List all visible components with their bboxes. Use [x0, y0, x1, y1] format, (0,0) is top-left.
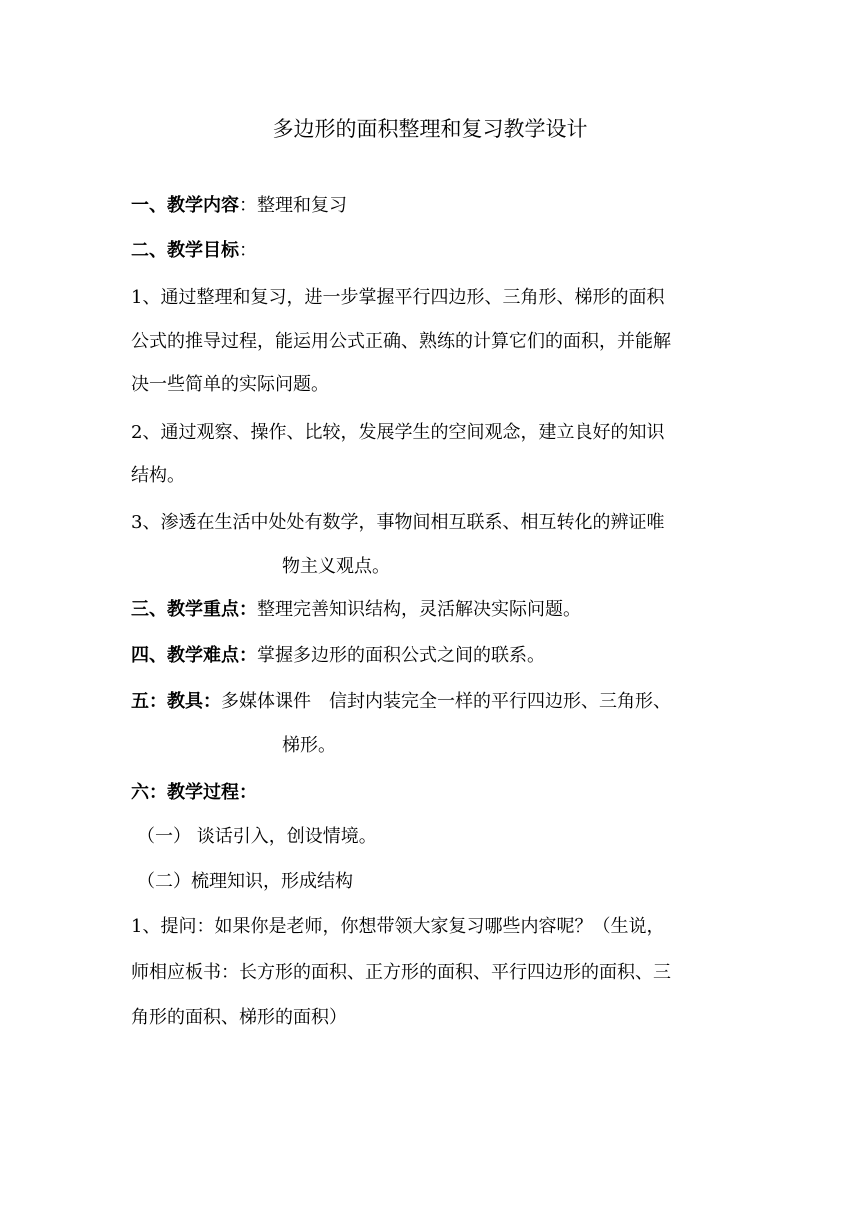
- section-label: 六：教学过程：: [131, 782, 257, 803]
- section-label: 一、教学内容: [131, 195, 239, 216]
- goal-1-line-3: 决一些简单的实际问题。: [131, 374, 329, 395]
- question-1-line-2: 师相应板书：长方形的面积、正方形的面积、平行四边形的面积、三: [131, 962, 671, 983]
- section-teaching-tools: [131, 688, 731, 716]
- section-text: 多媒体课件 信封内装完全一样的平行四边形、三角形、: [221, 691, 671, 712]
- goal-2-line-2: 结构。: [131, 465, 185, 486]
- section-teaching-goals: [131, 237, 731, 265]
- section-teaching-process: [131, 779, 731, 807]
- goal-3-line-1: 3、渗透在生活中处处有数学，事物间相互联系、相互转化的辨证唯: [131, 512, 665, 533]
- section-label: 三、教学重点：: [131, 599, 257, 620]
- section-label: 四、教学难点：: [131, 645, 257, 666]
- process-step-2: （二）梳理知识，形成结构: [137, 871, 353, 892]
- question-1-line-1: 1、提问：如果你是老师，你想带领大家复习哪些内容呢？（生说，: [131, 916, 665, 937]
- question-1-line-3: 角形的面积、梯形的面积）: [131, 1007, 347, 1028]
- section-difficulties: [131, 642, 731, 670]
- tools-line-2: 梯形。: [282, 735, 336, 756]
- goal-1-line-1: 1、通过整理和复习，进一步掌握平行四边形、三角形、梯形的面积: [131, 287, 665, 308]
- colon: ：: [239, 195, 257, 216]
- section-text: 整理完善知识结构，灵活解决实际问题。: [257, 599, 581, 620]
- goal-1-line-2: 公式的推导过程，能运用公式正确、熟练的计算它们的面积，并能解: [131, 331, 671, 352]
- section-text: 整理和复习: [257, 195, 347, 216]
- document-title: 多边形的面积整理和复习教学设计: [272, 117, 588, 141]
- section-key-points: [131, 596, 731, 624]
- colon: ：: [239, 240, 257, 261]
- goal-2-line-1: 2、通过观察、操作、比较，发展学生的空间观念，建立良好的知识: [131, 422, 665, 443]
- section-text: 掌握多边形的面积公式之间的联系。: [257, 645, 545, 666]
- section-label: 二、教学目标: [131, 240, 239, 261]
- process-step-1: （一） 谈话引入，创设情境。: [137, 826, 377, 847]
- goal-3-line-2: 物主义观点。: [282, 556, 390, 577]
- section-teaching-content: [131, 192, 731, 220]
- section-label: 五：教具：: [131, 691, 221, 712]
